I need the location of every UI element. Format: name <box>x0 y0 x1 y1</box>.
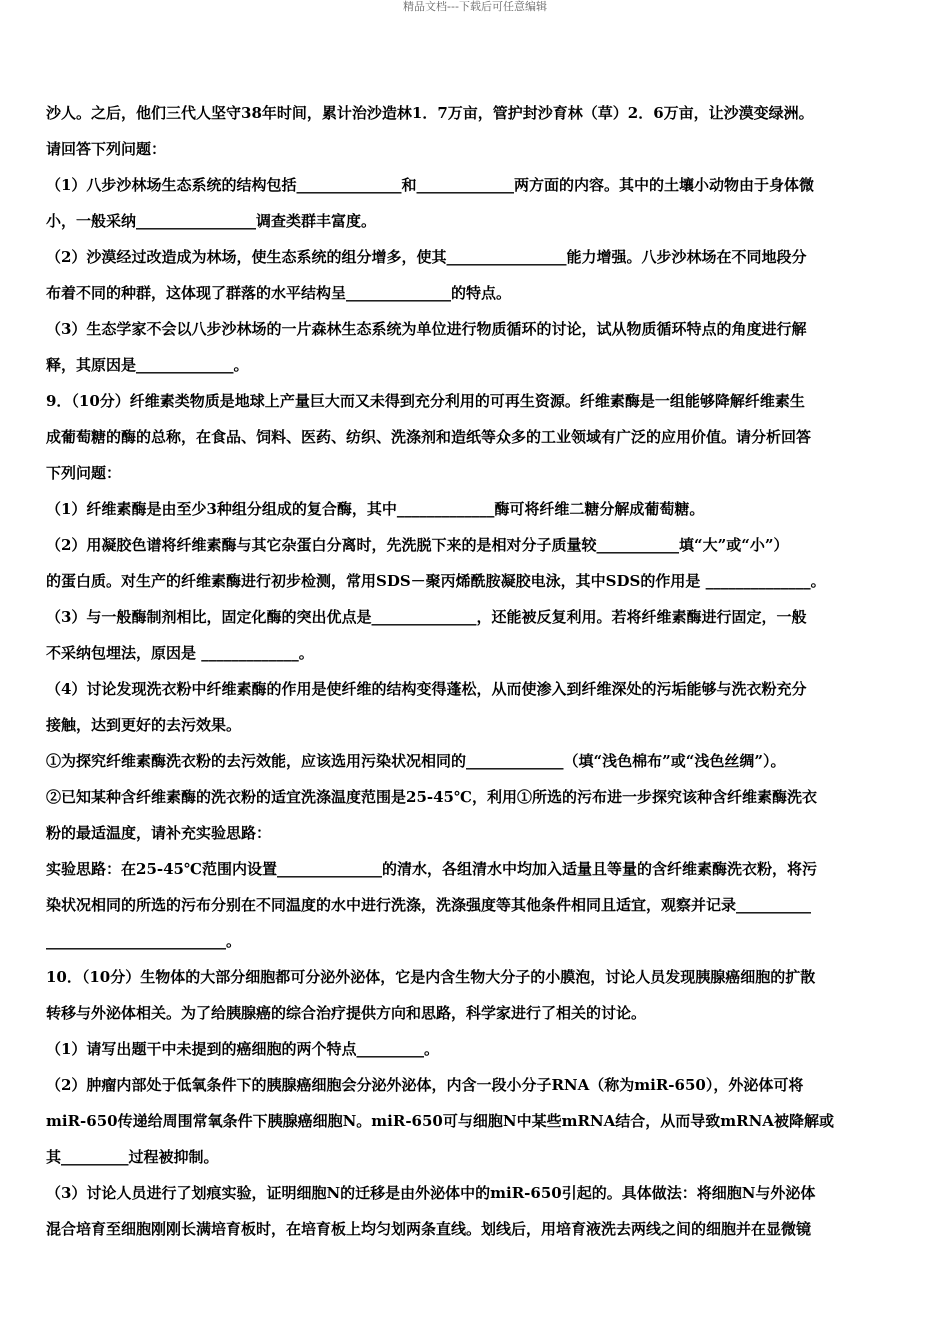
text-line: 接触，达到更好的去污效果。 <box>46 716 242 734</box>
text-line: 的蛋白质。对生产的纤维素酶进行初步检测，常用SDS－聚丙烯酰胺凝胶电泳，其中SDS的作用是 ______________。 <box>46 572 826 590</box>
text-line: 布着不同的种群，这体现了群落的水平结构呈______________的特点。 <box>46 284 512 302</box>
text-line: 转移与外泌体相关。为了给胰腺癌的综合治疗提供方向和思路，科学家进行了相关的讨论。 <box>46 1004 647 1022</box>
question-10-title: 10．（10分）生物体的大部分细胞都可分泌外泌体，它是内含生物大分子的小膜泡，讨论人员发现胰腺癌细胞的扩散 <box>46 968 816 986</box>
text-line: miR-650传递给周围常氧条件下胰腺癌细胞N。miR-650可与细胞N中某些mRNA结合，从而导致mRNA被降解或 <box>46 1112 834 1130</box>
text-line: ________________________。 <box>46 932 242 950</box>
text-line: 沙人。之后，他们三代人坚守38年时间，累计治沙造林1．7万亩，管护封沙育林（草）2．6万亩，让沙漠变绿洲。 <box>46 104 814 122</box>
text-line: （2）肿瘤内部处于低氧条件下的胰腺癌细胞会分泌外泌体，内含一段小分子RNA（称为miR-650），外泌体可将 <box>46 1076 804 1094</box>
text-line: 实验思路：在25-45℃范围内设置______________的清水，各组清水中均加入适量且等量的含纤维素酶洗衣粉，将污 <box>46 860 817 878</box>
text-line: 混合培育至细胞刚刚长满培育板时，在培育板上均匀划两条直线。划线后，用培育液洗去两线之间的细胞并在显微镜 <box>46 1220 812 1238</box>
text-line: （2）用凝胶色谱将纤维素酶与其它杂蛋白分离时，先洗脱下来的是相对分子质量较___________填“大”或“小”） <box>46 536 789 554</box>
question-9-title: 9．（10分）纤维素类物质是地球上产量巨大而又未得到充分利用的可再生资源。纤维素酶是一组能够降解纤维素生 <box>46 392 805 410</box>
text-line: 下列问题： <box>46 464 122 482</box>
text-line: （3）讨论人员进行了划痕实验，证明细胞N的迁移是由外泌体中的miR-650引起的。具体做法：将细胞N与外泌体 <box>46 1184 816 1202</box>
text-line: 其_________过程被抑制。 <box>46 1148 219 1166</box>
text-line: （3）与一般酶制剂相比，固定化酶的突出优点是______________，还能被反复利用。若将纤维素酶进行固定，一般 <box>46 608 807 626</box>
document-body <box>46 95 908 1247</box>
text-line: （4）讨论发现洗衣粉中纤维素酶的作用是使纤维的结构变得蓬松，从而使渗入到纤维深处的污垢能够与洗衣粉充分 <box>46 680 807 698</box>
text-line: 粉的最适温度，请补充实验思路： <box>46 824 272 842</box>
text-line: ②已知某种含纤维素酶的洗衣粉的适宜洗涤温度范围是25-45℃，利用①所选的污布进一步探究该种含纤维素酶洗衣 <box>46 788 817 806</box>
page-header: 精品文档---下载后可任意编辑 <box>403 0 547 13</box>
text-line: 染状况相同的所选的污布分别在不同温度的水中进行洗涤，洗涤强度等其他条件相同且适宜，观察并记录__________ <box>46 896 812 914</box>
text-line: 请回答下列问题： <box>46 140 167 158</box>
text-line: （1）纤维素酶是由至少3种组分组成的复合酶，其中_____________酶可将纤维二糖分解成葡萄糖。 <box>46 500 705 518</box>
text-line: 成葡萄糖的酶的总称，在食品、饲料、医药、纺织、洗涤剂和造纸等众多的工业领域有广泛的应用价值。请分析回答 <box>46 428 812 446</box>
text-line: 释，其原因是_____________。 <box>46 356 249 374</box>
text-line: 小，一般采纳________________调查类群丰富度。 <box>46 212 377 230</box>
text-line: ①为探究纤维素酶洗衣粉的去污效能，应该选用污染状况相同的_____________（填“浅色棉布”或“浅色丝绸”）。 <box>46 752 786 770</box>
text-line: 不采纳包埋法，原因是 _____________。 <box>46 644 314 662</box>
text-line: （1）八步沙林场生态系统的结构包括______________和_____________两方面的内容。其中的土壤小动物由于身体微 <box>46 176 814 194</box>
text-line: （2）沙漠经过改造成为林场，使生态系统的组分增多，使其________________能力增强。八步沙林场在不同地段分 <box>46 248 807 266</box>
text-line: （1）请写出题干中未提到的癌细胞的两个特点_________。 <box>46 1040 439 1058</box>
text-line: （3）生态学家不会以八步沙林场的一片森林生态系统为单位进行物质循环的讨论，试从物质循环特点的角度进行解 <box>46 320 807 338</box>
